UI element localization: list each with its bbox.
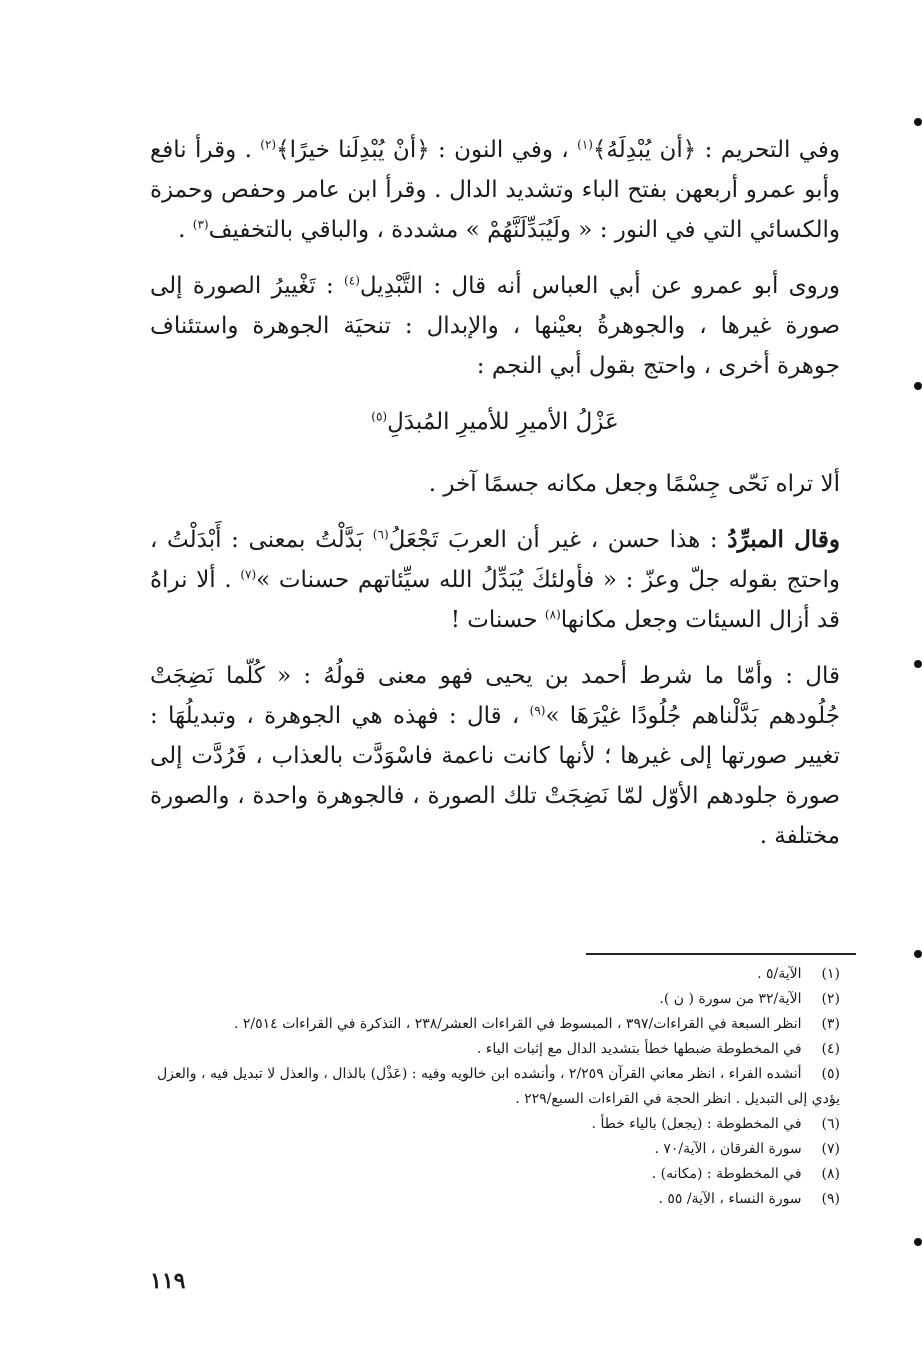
footnote-number: (٨) bbox=[821, 1166, 840, 1182]
footnote-number: (٤) bbox=[821, 1041, 840, 1057]
footnote-number: (٦) bbox=[821, 1116, 840, 1132]
footnote-text: في المخطوطة : (مكانه) . bbox=[651, 1166, 802, 1182]
scan-mark-middle bbox=[914, 382, 922, 390]
paragraph-text: بَدَّلْتُ بمعنى : أَبْدَلْتُ ، واحتج بقوله جلّ وعزّ : « فأولئكَ يُبَدِّلُ الله سيِّئاتهم حسنات » bbox=[150, 527, 840, 593]
paragraph-text: ، وفي النون : ﴿أنْ يُبْدِلَنا خيرًا﴾ bbox=[276, 137, 578, 163]
footnote-text: الآية/٣٢ من سورة ( ن ). bbox=[659, 991, 802, 1007]
paragraph-abu-amr bbox=[150, 266, 840, 386]
footnote-ref: (٤) bbox=[344, 273, 360, 288]
footnote-item bbox=[150, 1037, 840, 1062]
paragraph-ahmad-bin-yahya bbox=[150, 656, 840, 856]
footnote-text: سورة الفرقان ، الآية/٧٠ . bbox=[654, 1141, 802, 1157]
footnote-item bbox=[150, 1012, 840, 1037]
paragraph-text: : هذا حسن ، غير أن العربَ تَجْعَلُ bbox=[388, 527, 728, 553]
footnote-number: (٧) bbox=[821, 1141, 840, 1157]
speaker-name: وقال المبرِّدُ bbox=[727, 526, 841, 553]
scan-mark-lower bbox=[914, 660, 922, 668]
footnote-text: الآية/٥ . bbox=[757, 966, 802, 982]
footnote-ref: (٩) bbox=[529, 703, 546, 718]
footnote-ref: (٥) bbox=[371, 409, 388, 424]
scan-mark-bottom bbox=[914, 1238, 922, 1246]
paragraph-jism bbox=[150, 464, 840, 504]
footnote-text: في المخطوطة ضبطها خطأ بتشديد الدال مع إثبات الياء . bbox=[476, 1041, 802, 1057]
paragraph-text: ، قال : فهذه هي الجوهرة ، وتبديلُهَا : تغيير صورتها إلى غيرها ؛ لأنها كانت ناعمة فاسْوَدَّت بالعذاب ، فَرُدَّت إلى صورة جلودهم الأوّل لمّا نَضِجَتْ تلك الصورة ، فالجوهرة واحدة ، والصورة مختلفة . bbox=[150, 703, 840, 849]
paragraph-text: . وقرأ نافع وأبو عمرو أربعهن بفتح الباء وتشديد الدال . وقرأ ابن عامر وحفص وحمزة والكسائي التي في النور : « ولَيُبَدِّلَنَّهُمْ » مشددة ، والباقي بالتخفيف bbox=[150, 137, 840, 243]
paragraph-text: حسنات ! bbox=[450, 607, 545, 633]
footnote-item bbox=[150, 1187, 840, 1212]
footnote-number: (٣) bbox=[821, 1016, 840, 1032]
footnote-ref: (٧) bbox=[240, 567, 257, 582]
footnote-item bbox=[150, 987, 840, 1012]
paragraph-text: : تَغْييرُ الصورة إلى صورة غيرها ، والجوهرةُ بعيْنها ، والإبدال : تنحيَة الجوهرة واستئناف جوهرة أخرى ، واحتج بقول أبي النجم : bbox=[150, 273, 840, 379]
footnote-ref: (٨) bbox=[544, 607, 561, 622]
paragraph-mubarrad bbox=[150, 520, 840, 640]
footnote-item bbox=[150, 1162, 840, 1187]
scan-mark-top bbox=[914, 118, 922, 126]
paragraph-text: وفي التحريم : ﴿أن يُبْدِلَهُ﴾ bbox=[592, 137, 840, 163]
footnote-ref: (٣) bbox=[192, 217, 209, 232]
footnote-ref: (١) bbox=[577, 137, 593, 152]
footnote-ref: (٢) bbox=[260, 137, 277, 152]
footnotes bbox=[150, 962, 840, 1212]
scan-mark-footnote bbox=[914, 950, 922, 958]
verse-text: عَزْلُ الأميرِ للأميرِ المُبدَلِ bbox=[387, 409, 619, 435]
footnote-item bbox=[150, 1112, 840, 1137]
footnote-number: (٢) bbox=[821, 991, 840, 1007]
footnote-divider bbox=[586, 953, 856, 955]
footnote-item bbox=[150, 1137, 840, 1162]
footnote-item bbox=[150, 1062, 840, 1112]
footnote-number: (٥) bbox=[821, 1066, 840, 1082]
footnote-text: سورة النساء ، الآية/ ٥٥ . bbox=[658, 1191, 802, 1207]
paragraph-text: وروى أبو عمرو عن أبي العباس أنه قال : التَّبْدِيل bbox=[359, 273, 841, 299]
paragraph-text: . ألا نراهُ قد أزال السيئات وجعل مكانها bbox=[150, 567, 840, 633]
footnote-ref: (٦) bbox=[372, 527, 389, 542]
poetry-verse bbox=[150, 402, 840, 442]
paragraph-tahrim bbox=[150, 130, 840, 250]
paragraph-text: قال : وأمّا ما شرط أحمد بن يحيى فهو معنى قولُهُ : « كُلّما نَضِجَتْ جُلُودهم بَدَّلْناهم جُلُودًا غيْرَهَا » bbox=[150, 663, 840, 729]
paragraph-text: ألا تراه نَحّى جِسْمًا وجعل مكانه جسمًا آخر . bbox=[428, 471, 840, 497]
footnote-text: في المخطوطة : (يجعل) بالياء خطأ . bbox=[591, 1116, 802, 1132]
footnote-text: انظر السبعة في القراءات/٣٩٧ ، المبسوط في القراءات العشر/٢٣٨ ، التذكرة في القراءات ٢/٥١٤ . bbox=[233, 1016, 802, 1032]
footnote-item bbox=[150, 962, 840, 987]
paragraph-text: . bbox=[178, 217, 193, 243]
footnote-number: (٩) bbox=[821, 1191, 840, 1207]
footnote-number: (١) bbox=[821, 966, 840, 982]
page-number: ١١٩ bbox=[150, 1268, 186, 1294]
page-body bbox=[150, 130, 840, 872]
footnote-text: أنشده الفراء ، انظر معاني القرآن ٢/٢٥٩ ، وأنشده ابن خالويه وفيه : (عَذْل) بالذال ، والعذل لا تبديل فيه ، والعزل يؤدي إلى التبديل . انظر الحجة في القراءات السبع/٢٢٩ . bbox=[156, 1066, 840, 1107]
